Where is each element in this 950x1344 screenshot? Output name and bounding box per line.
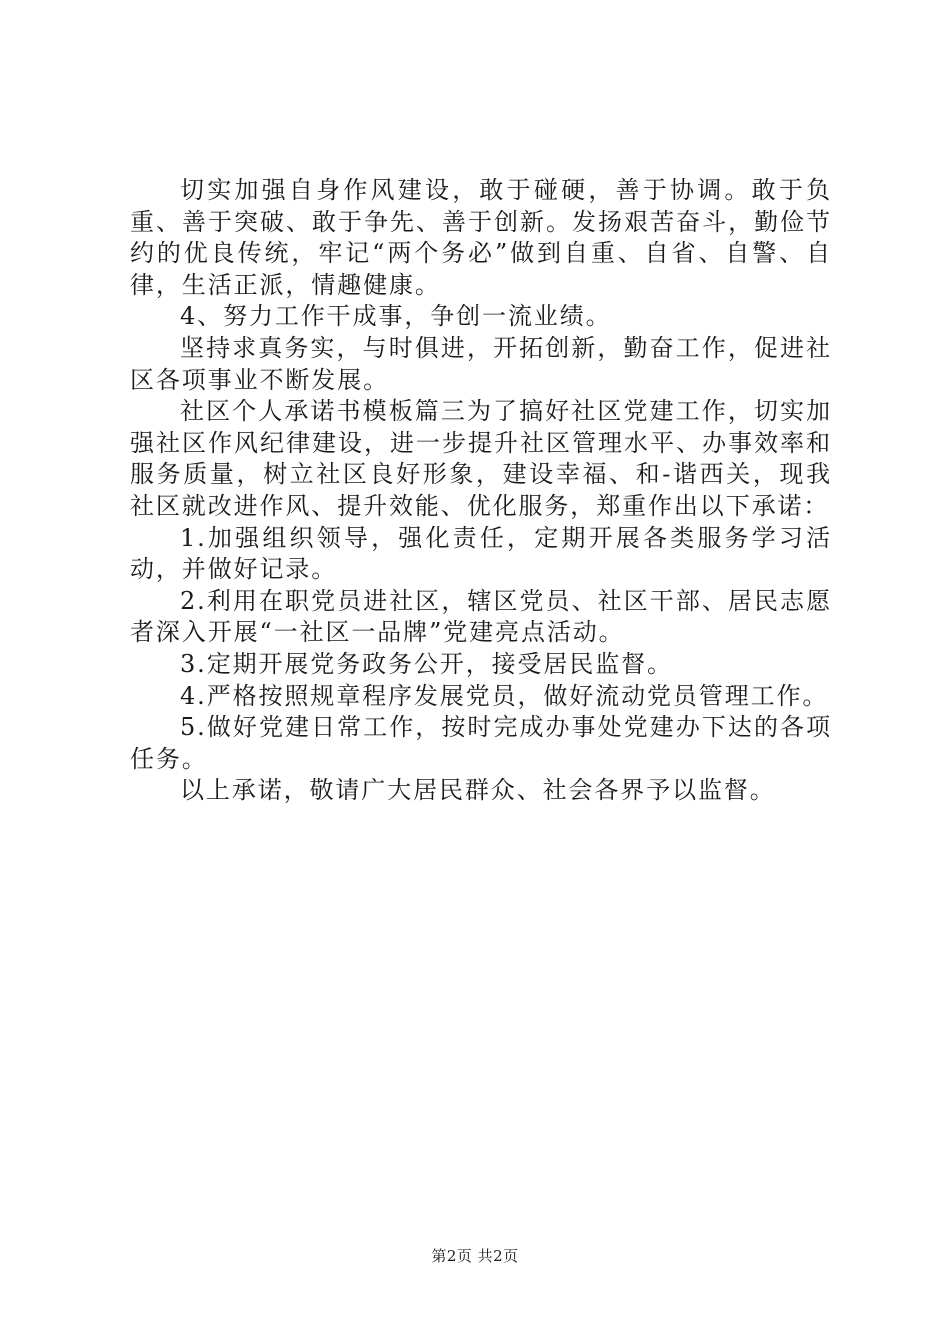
paragraph-item-4: 4.严格按照规章程序发展党员，做好流动党员管理工作。 bbox=[180, 681, 829, 710]
paragraph-closing: 以上承诺，敬请广大居民群众、社会各界予以监督。 bbox=[180, 776, 776, 805]
paragraph-item-3: 3.定期开展党务政务公开，接受居民监督。 bbox=[180, 649, 673, 678]
paragraph-heading-4: 4、努力工作干成事，争创一流业绩。 bbox=[180, 302, 612, 331]
paragraph-item-5: 5.做好党建日常工作，按时完成办事处党建办下达的各项任务。 bbox=[130, 713, 832, 773]
paragraph-style-commitment: 切实加强自身作风建设，敢于碰硬，善于协调。敢于负重、善于突破、敢于争先、善于创新。发扬艰苦奋斗，勤俭节约的优良传统，牢记“两个务必”做到自重、自省、自警、自律，生活正派，情趣健康。 bbox=[130, 176, 832, 299]
page-number-footer: 第2页 共2页 bbox=[431, 1247, 519, 1265]
paragraph-development: 坚持求真务实，与时俱进，开拓创新，勤奋工作，促进社区各项事业不断发展。 bbox=[130, 333, 832, 394]
paragraph-template-intro: 社区个人承诺书模板篇三为了搞好社区党建工作，切实加强社区作风纪律建设，进一步提升社区管理水平、办事效率和服务质量，树立社区良好形象，建设幸福、和-谐西关，现我社区就改进作风、提升效能、优化服务，郑重作出以下承诺： bbox=[130, 397, 832, 520]
paragraph-item-1: 1.加强组织领导，强化责任，定期开展各类服务学习活动，并做好记录。 bbox=[130, 523, 832, 584]
paragraph-item-2: 2.利用在职党员进社区，辖区党员、社区干部、居民志愿者深入开展“一社区一品牌”党建亮点活动。 bbox=[130, 586, 832, 647]
document-body bbox=[130, 175, 832, 807]
